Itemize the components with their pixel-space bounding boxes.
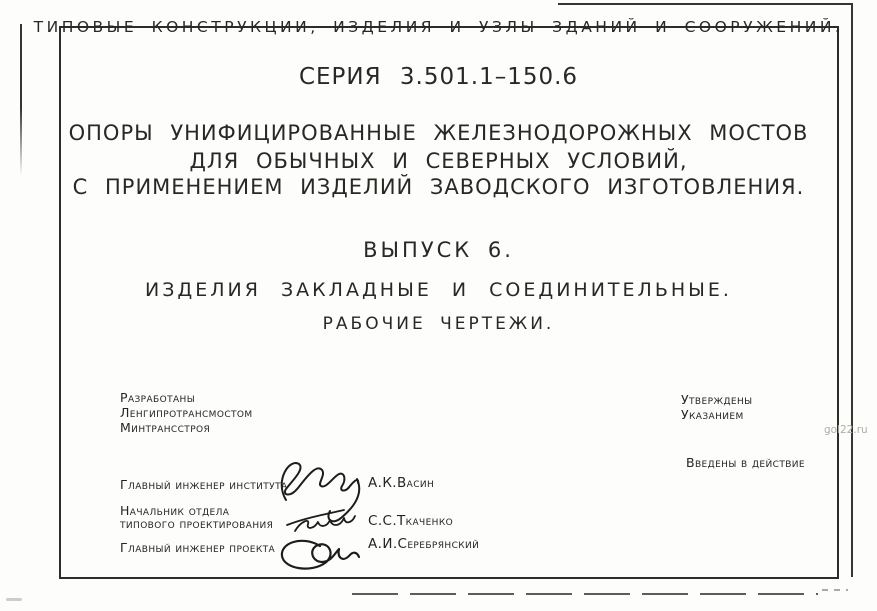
signature-3 (282, 541, 359, 569)
document-category-line: ТИПОВЫЕ КОНСТРУКЦИИ, ИЗДЕЛИЯ И УЗЛЫ ЗДАНИЙ И СООРУЖЕНИЙ. (33, 18, 844, 36)
signatory-name-1: А.К.Васин (368, 475, 435, 491)
drawing-frame (59, 26, 839, 579)
signatory-role-2 (120, 504, 273, 530)
signatory-name-2: С.С.Ткаченко (368, 513, 454, 529)
approved-line1: Утверждены (681, 392, 753, 407)
title-line-3: С ПРИМЕНЕНИЕМ ИЗДЕЛИЙ ЗАВОДСКОГО ИЗГОТОВЛЕНИЯ. (72, 175, 805, 199)
signatory-role-2-line2: типового проектирования (120, 516, 274, 531)
title-line-1: ОПОРЫ УНИФИЦИРОВАННЫЕ ЖЕЛЕЗНОДОРОЖНЫХ МОСТОВ (68, 121, 809, 145)
developed-org-line1: Ленгипротрансмостом (120, 405, 253, 420)
scan-speck (6, 598, 22, 601)
site-watermark: gol22.ru (824, 424, 868, 436)
series-number: СЕРИЯ 3.501.1–150.6 (298, 64, 579, 90)
subtitle-line: ИЗДЕЛИЯ ЗАКЛАДНЫЕ И СОЕДИНИТЕЛЬНЫЕ. (145, 279, 732, 301)
issue-number: ВЫПУСК 6. (363, 238, 514, 262)
approved-line2: Указанием (681, 407, 744, 422)
scan-speck (822, 589, 848, 591)
signature-1 (282, 463, 359, 521)
title-line-2: ДЛЯ ОБЫЧНЫХ И СЕВЕРНЫХ УСЛОВИЙ, (189, 149, 688, 173)
developed-label: Разработаны (120, 390, 196, 405)
signature-2 (287, 510, 355, 531)
signatory-name-3: А.И.Серебрянский (368, 536, 480, 552)
approved-block (681, 392, 753, 422)
developed-by-block (120, 390, 253, 435)
introduced-block: Введены в действие (686, 455, 806, 470)
page-edge-line-bottom-dashed (352, 593, 818, 595)
signatory-role-1: Главный инженер института (120, 477, 288, 492)
handwritten-signatures (256, 448, 390, 580)
document-type-line: РАБОЧИЕ ЧЕРТЕЖИ. (322, 314, 555, 334)
developed-org-line2: Минтрансстроя (120, 420, 211, 435)
signatory-role-2-line1: Начальник отдела (120, 503, 230, 518)
page-edge-line-top (558, 3, 853, 5)
signatory-role-3: Главный инженер проекта (120, 540, 276, 555)
